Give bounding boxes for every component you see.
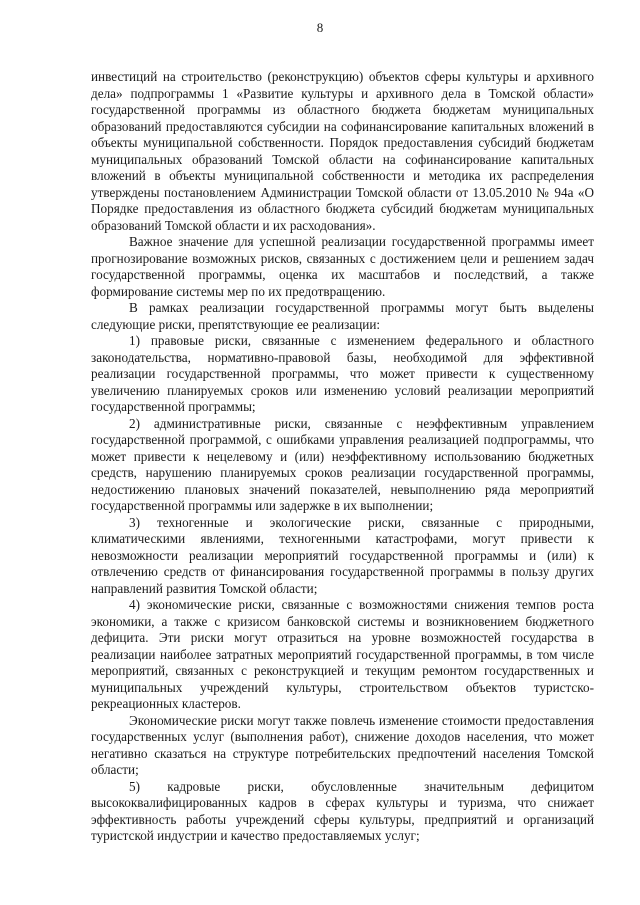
paragraph-8: Экономические риски могут также повлечь изменение стоимости предоставления государственных услуг (выполнения работ), снижение доходов населения, что может негативно сказаться на структуре потребительских предпочтений населения Томской области; <box>91 712 594 777</box>
paragraph-5: 2) административные риски, связанные с неэффективным управлением государственной программой, с ошибками управления реализацией подпрограммы, что может привести к нецелевому и (или) неэффективному использованию бюджетных средств, нарушению планируемых сроков реализации государственной программы, недостижению плановых значений показателей, невыполнению ряда мероприятий государственной программы или задержке в их выполнении; <box>91 415 594 513</box>
paragraph-4: 1) правовые риски, связанные с изменением федерального и областного законодательства, нормативно-правовой базы, необходимой для эффективной реализации государственной программы, что может привести к существенному увеличению планируемых сроков или изменению условий реализации мероприятий государственной программы; <box>91 333 594 414</box>
paragraph-2: Важное значение для успешной реализации государственной программы имеет прогнозирование возможных рисков, связанных с достижением цели и решением задач государственной программы, оценка их масштабов и последствий, а также формирование системы мер по их предотвращению. <box>91 234 594 299</box>
paragraph-6: 3) техногенные и экологические риски, связанные с природными, климатическими явлениями, техногенными катастрофами, могут привести к невозможности реализации мероприятий государственной программы и (или) к отвлечению средств от финансирования государственной программы в пользу других направлений развития Томской области; <box>91 514 594 596</box>
page-number: 8 <box>316 20 324 35</box>
paragraph-3: В рамках реализации государственной программы могут быть выделены следующие риски, препятствующие ее реализации: <box>91 300 594 332</box>
paragraph-1: инвестиций на строительство (реконструкцию) объектов сферы культуры и архивного дела» подпрограммы 1 «Развитие культуры и архивного дела в Томской области» государственной программы из областного бюджета бюджетам муниципальных образований предоставляются субсидии на софинансирование капитальных вложений в объекты муниципальной собственности. Порядок предоставления субсидий бюджетам муниципальных образований Томской области на софинансирование капитальных вложений в объекты муниципальной собственности и методика их распределения утверждены постановлением Администрации Томской области от 13.05.2010 № 94а «О Порядке предоставления из областного бюджета субсидий бюджетам муниципальных образований Томской области и их расходования». <box>91 69 594 233</box>
paragraph-9: 5) кадровые риски, обусловленные значительным дефицитом высококвалифицированных кадров в сферах культуры и туризма, что снижает эффективность работы учреждений сферы культуры, предприятий и организаций туристской индустрии и качество предоставляемых услуг; <box>91 778 594 843</box>
body-text <box>91 69 594 845</box>
paragraph-7: 4) экономические риски, связанные с возможностями снижения темпов роста экономики, а также с кризисом банковской системы и возникновением бюджетного дефицита. Эти риски могут отразиться на уровне возможностей государства в реализации наиболее затратных мероприятий государственной программы, в том числе мероприятий, связанных с реконструкцией и текущим ремонтом государственных и муниципальных учреждений культуры, строительством объектов туристско-рекреационных кластеров. <box>91 597 594 711</box>
